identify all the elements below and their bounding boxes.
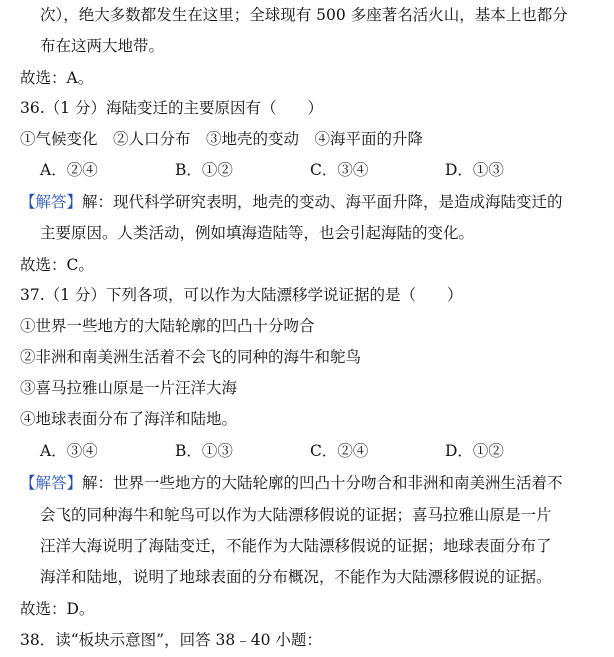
answer-tag: 【解答】 [20, 474, 83, 492]
q37-item-3: ③喜马拉雅山原是一片汪洋大海 [20, 379, 238, 397]
q37-explanation-line: 汪洋大海说明了海陆变迁，不能作为大陆漂移假说的证据；地球表面分布了 [40, 537, 552, 555]
q35-explanation-line: 次），绝大多数都发生在这里；全球现有 500 多座著名活火山，基本上也都分 [40, 6, 568, 24]
q37-item-1: ①世界一些地方的大陆轮廓的凹凸十分吻合 [20, 317, 315, 335]
q37-explanation-line: 海洋和陆地，说明了地球表面的分布概况，不能作为大陆漂移假说的证据。 [40, 568, 552, 586]
q36-option-c: C．③④ [310, 161, 369, 179]
q36-options [40, 159, 580, 181]
q37-answer: 故选：D。 [20, 600, 95, 618]
q37-item-4: ④地球表面分布了海洋和陆地。 [20, 410, 238, 428]
q37-option-a: A．③④ [40, 442, 98, 460]
q36-items: ①气候变化 ②人口分布 ③地壳的变动 ④海平面的升降 [20, 130, 424, 148]
q37-option-c: C．②④ [310, 442, 369, 460]
q36-answer: 故选：C。 [20, 256, 94, 274]
answer-tag: 【解答】 [20, 193, 83, 211]
q36-option-d: D．①③ [445, 161, 504, 179]
q36-explanation-line: 主要原因。人类活动，例如填海造陆等，也会引起海陆的变化。 [40, 224, 475, 242]
q37-explanation-text: 解：世界一些地方的大陆轮廓的凹凸十分吻合和非洲和南美洲生活着不 [82, 474, 563, 492]
q37-options [40, 440, 580, 462]
q36-explanation-line [20, 191, 563, 213]
q36-option-b: B．①② [175, 161, 233, 179]
q35-explanation-line: 布在这两大地带。 [40, 37, 165, 55]
q36-stem: 36.（1 分）海陆变迁的主要原因有（ ） [20, 99, 323, 117]
q37-explanation-line: 会飞的同种海牛和鸵鸟可以作为大陆漂移假说的证据；喜马拉雅山原是一片 [40, 506, 552, 524]
q36-option-a: A．②④ [40, 161, 98, 179]
q36-explanation-text: 解：现代科学研究表明，地壳的变动、海平面升降，是造成海陆变迁的 [82, 193, 563, 211]
q37-option-b: B．①③ [175, 442, 233, 460]
q37-stem: 37.（1 分）下列各项，可以作为大陆漂移学说证据的是（ ） [20, 286, 463, 304]
q37-option-d: D．①② [445, 442, 504, 460]
q37-item-2: ②非洲和南美洲生活着不会飞的同种的海牛和鸵鸟 [20, 348, 362, 366]
q37-explanation-line [20, 472, 563, 494]
q35-answer: 故选：A。 [20, 69, 94, 87]
q38-stem: 38．读“板块示意图”，回答 38﹣40 小题： [20, 631, 322, 649]
